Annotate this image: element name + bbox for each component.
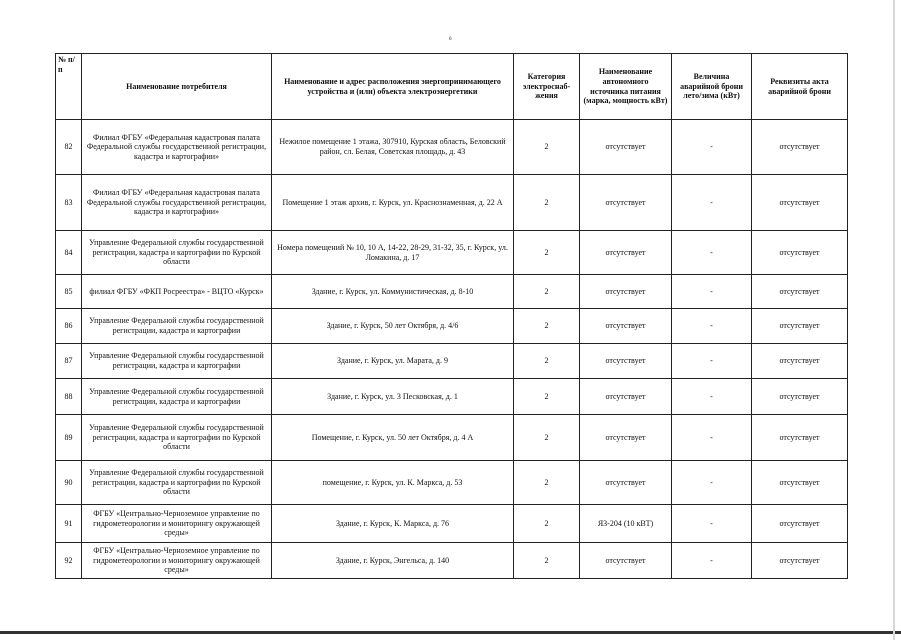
- table-row: [56, 379, 848, 415]
- cell-act: отсутствует: [752, 461, 848, 505]
- cell-consumer: ФГБУ «Центрально-Черноземное управление по гидрометеорологии и мониторингу окружающей среды»: [82, 543, 272, 579]
- table-row: [56, 461, 848, 505]
- cell-source: отсутствует: [580, 344, 672, 379]
- cell-category: 2: [514, 505, 580, 543]
- table-row: [56, 344, 848, 379]
- table-row: [56, 175, 848, 231]
- cell-address: Здание, г. Курск, К. Маркса, д. 76: [272, 505, 514, 543]
- page-number: 6: [449, 37, 452, 42]
- header-consumer: Наименование потребителя: [82, 54, 272, 120]
- cell-consumer: Управление Федеральной службы государственной регистрации, кадастра и картографии по Курской области: [82, 461, 272, 505]
- cell-consumer: Управление Федеральной службы государственной регистрации, кадастра и картографии по Курской области: [82, 231, 272, 275]
- cell-address: Здание, г. Курск, 50 лет Октября, д. 4/6: [272, 309, 514, 344]
- cell-reserve: -: [672, 461, 752, 505]
- cell-category: 2: [514, 231, 580, 275]
- cell-address: Здание, г. Курск, Энгельса, д. 140: [272, 543, 514, 579]
- table-header-row: [56, 54, 848, 120]
- cell-category: 2: [514, 175, 580, 231]
- cell-consumer: ФГБУ «Центрально-Черноземное управление по гидрометеорологии и мониторингу окружающей среды»: [82, 505, 272, 543]
- cell-num: 87: [56, 344, 82, 379]
- cell-consumer: Филиал ФГБУ «Федеральная кадастровая палата Федеральной службы государственной регистрации, кадастра и картографии»: [82, 175, 272, 231]
- cell-reserve: -: [672, 231, 752, 275]
- table-row: [56, 275, 848, 309]
- cell-reserve: -: [672, 275, 752, 309]
- cell-address: Нежилое помещение 1 этажа, 307910, Курская область, Беловский район, сл. Белая, Советская площадь, д. 43: [272, 120, 514, 175]
- table-row: [56, 543, 848, 579]
- cell-category: 2: [514, 344, 580, 379]
- cell-num: 82: [56, 120, 82, 175]
- table-row: [56, 415, 848, 461]
- cell-category: 2: [514, 461, 580, 505]
- cell-consumer: Управление Федеральной службы государственной регистрации, кадастра и картографии по Курской области: [82, 415, 272, 461]
- cell-act: отсутствует: [752, 309, 848, 344]
- cell-consumer: Управление Федеральной службы государственной регистрации, кадастра и картографии: [82, 309, 272, 344]
- cell-act: отсутствует: [752, 543, 848, 579]
- cell-source: отсутствует: [580, 309, 672, 344]
- cell-act: отсутствует: [752, 344, 848, 379]
- cell-num: 85: [56, 275, 82, 309]
- cell-consumer: Управление Федеральной службы государственной регистрации, кадастра и картографии: [82, 344, 272, 379]
- cell-address: Здание, г. Курск, ул. Коммунистическая, д. 8-10: [272, 275, 514, 309]
- header-address: Наименование и адрес расположения энергопринимающего устройства и (или) объекта электроэнергетики: [272, 54, 514, 120]
- cell-source: отсутствует: [580, 415, 672, 461]
- cell-address: Номера помещений № 10, 10 А, 14-22, 28-29, 31-32, 35, г. Курск, ул. Ломакина, д. 17: [272, 231, 514, 275]
- cell-act: отсутствует: [752, 275, 848, 309]
- right-scan-edge: [893, 0, 895, 640]
- cell-source: отсутствует: [580, 461, 672, 505]
- cell-num: 89: [56, 415, 82, 461]
- cell-source: отсутствует: [580, 120, 672, 175]
- cell-address: Помещение 1 этаж архив, г. Курск, ул. Краснознаменная, д. 22 А: [272, 175, 514, 231]
- cell-address: помещение, г. Курск, ул. К. Маркса, д. 53: [272, 461, 514, 505]
- table-row: [56, 309, 848, 344]
- cell-consumer: филиал ФГБУ «ФКП Росреестра» - ВЦТО «Курск»: [82, 275, 272, 309]
- cell-reserve: -: [672, 344, 752, 379]
- cell-num: 91: [56, 505, 82, 543]
- cell-consumer: Управление Федеральной службы государственной регистрации, кадастра и картографии: [82, 379, 272, 415]
- cell-category: 2: [514, 543, 580, 579]
- header-source: Наименование автономного источника питания (марка, мощность кВт): [580, 54, 672, 120]
- cell-act: отсутствует: [752, 120, 848, 175]
- cell-num: 86: [56, 309, 82, 344]
- cell-num: 88: [56, 379, 82, 415]
- header-reserve: Величина аварийной брони лето/зима (кВт): [672, 54, 752, 120]
- cell-act: отсутствует: [752, 175, 848, 231]
- table-row: [56, 120, 848, 175]
- energy-consumers-table: [55, 53, 848, 579]
- cell-num: 84: [56, 231, 82, 275]
- cell-num: 92: [56, 543, 82, 579]
- cell-category: 2: [514, 309, 580, 344]
- cell-category: 2: [514, 275, 580, 309]
- table-row: [56, 505, 848, 543]
- cell-source: ЯЗ-204 (10 кВТ): [580, 505, 672, 543]
- cell-act: отсутствует: [752, 231, 848, 275]
- cell-act: отсутствует: [752, 415, 848, 461]
- bottom-scan-border: [0, 631, 901, 634]
- cell-consumer: Филиал ФГБУ «Федеральная кадастровая палата Федеральной службы государственной регистрации, кадастра и картографии»: [82, 120, 272, 175]
- cell-category: 2: [514, 120, 580, 175]
- cell-source: отсутствует: [580, 543, 672, 579]
- cell-reserve: -: [672, 175, 752, 231]
- cell-source: отсутствует: [580, 231, 672, 275]
- header-category: Категория электроснаб-жения: [514, 54, 580, 120]
- cell-category: 2: [514, 415, 580, 461]
- header-act: Реквизиты акта аварийной брони: [752, 54, 848, 120]
- cell-reserve: -: [672, 120, 752, 175]
- cell-act: отсутствует: [752, 379, 848, 415]
- cell-num: 83: [56, 175, 82, 231]
- cell-source: отсутствует: [580, 275, 672, 309]
- cell-reserve: -: [672, 379, 752, 415]
- table-body: [56, 120, 848, 579]
- cell-source: отсутствует: [580, 379, 672, 415]
- cell-num: 90: [56, 461, 82, 505]
- cell-address: Здание, г. Курск, ул. 3 Песковская, д. 1: [272, 379, 514, 415]
- cell-reserve: -: [672, 505, 752, 543]
- cell-reserve: -: [672, 309, 752, 344]
- header-num: № п/п: [56, 54, 82, 120]
- cell-reserve: -: [672, 543, 752, 579]
- cell-reserve: -: [672, 415, 752, 461]
- cell-source: отсутствует: [580, 175, 672, 231]
- cell-address: Помещение, г. Курск, ул. 50 лет Октября, д. 4 А: [272, 415, 514, 461]
- table-row: [56, 231, 848, 275]
- cell-address: Здание, г. Курск, ул. Марата, д. 9: [272, 344, 514, 379]
- cell-act: отсутствует: [752, 505, 848, 543]
- cell-category: 2: [514, 379, 580, 415]
